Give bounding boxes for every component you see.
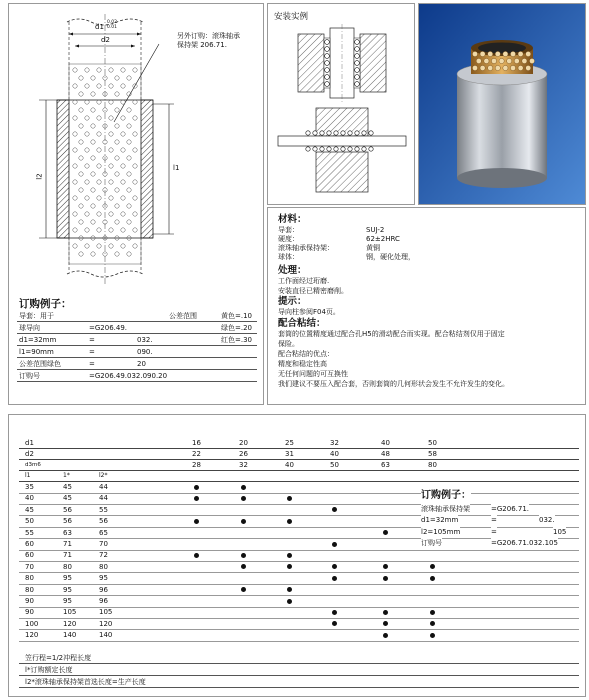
availability-dot (194, 519, 199, 524)
order-example-title: 订购例子： (19, 298, 72, 310)
bond-title: 配合粘结： (278, 318, 326, 329)
table-cell-l1: 60 (25, 540, 34, 548)
order-row-value: =G206.49. (89, 324, 128, 332)
table-header-value: 40 (285, 461, 294, 469)
material-value: SUJ-2 (366, 226, 385, 234)
table-row-label: d1 (25, 439, 34, 447)
table-header-value: 22 (192, 450, 201, 458)
table-cell-l2: 44 (99, 483, 108, 491)
availability-dot (430, 576, 435, 581)
order-example-2-key: 订购号 (421, 539, 442, 548)
availability-dot (383, 576, 388, 581)
table-cell-l1: 120 (25, 631, 39, 640)
order-example-row (17, 335, 257, 346)
availability-dot (287, 519, 292, 524)
availability-dot (332, 542, 337, 547)
order-row-label: 公差范围绿色 (19, 360, 61, 368)
installation-example-panel (267, 3, 415, 205)
order-row-tolerance: 黄色=.10 (221, 312, 252, 320)
specifications-panel (267, 207, 586, 405)
table-cell-l2: 105 (99, 608, 113, 617)
tip-title: 提示： (278, 296, 307, 307)
length-column-header: l1 (25, 472, 31, 479)
table-cell-l2: 65 (99, 528, 108, 537)
order-row-tolerance: 绿色=.20 (221, 324, 252, 332)
technical-drawing-panel (8, 3, 264, 405)
table-cell-l2: 96 (99, 597, 108, 605)
bond-line: 我们建议不要压入配合套，否则套筒的几何形状会发生不允许发生的变化。 (278, 380, 509, 388)
table-cell-stroke: 71 (63, 551, 72, 560)
table-cell-stroke: 120 (63, 619, 77, 628)
table-cell-l2: 80 (99, 562, 108, 571)
bond-line: 无任何问题的可互换性 (278, 370, 348, 378)
availability-dot (241, 587, 246, 592)
order-example-row (17, 371, 257, 382)
footnote: l2*滚珠轴承保持架首选长度=生产长度 (25, 678, 146, 686)
table-header-value: 26 (239, 450, 248, 458)
table-header-value: 48 (381, 450, 390, 458)
table-header-value: 40 (330, 450, 339, 458)
table-header-value: 58 (428, 450, 437, 458)
length-column-header: 1* (63, 472, 70, 479)
table-cell-stroke: 45 (63, 483, 72, 491)
availability-dot (332, 621, 337, 626)
availability-dot (287, 496, 292, 501)
availability-dot (194, 485, 199, 490)
table-cell-stroke: 56 (63, 517, 72, 526)
availability-dot (430, 633, 435, 638)
order-example-2-value: =G206.71.032.105 (491, 539, 558, 548)
table-cell-l1: 80 (25, 574, 34, 583)
dim-l2-label: l2 (35, 173, 44, 180)
table-cell-stroke: 45 (63, 494, 72, 503)
order-example-2-title: 订购例子： (421, 490, 471, 501)
availability-dot (332, 576, 337, 581)
dimension-table-panel (8, 414, 586, 697)
table-cell-l1: 90 (25, 597, 34, 605)
availability-dot (241, 564, 246, 569)
availability-dot (383, 621, 388, 626)
availability-dot (383, 564, 388, 569)
table-cell-stroke: 71 (63, 540, 72, 548)
process-title: 处理： (278, 265, 307, 276)
dim-d2-label: d2 (101, 36, 110, 44)
bond-line: 套筒的位置精度通过配合孔H5的滑动配合而实现。配合粘结剂仅用于固定 (278, 330, 505, 338)
table-cell-l2: 120 (99, 619, 113, 628)
table-header-value: 25 (285, 439, 294, 447)
table-cell-l2: 95 (99, 574, 108, 583)
material-key: 滚珠轴承保持架： (278, 244, 334, 252)
table-header-value: 32 (330, 439, 339, 447)
order-example-2-key: 滚珠轴承保持架 (421, 505, 470, 513)
material-key: 硬度： (278, 235, 299, 243)
table-header-value: 50 (428, 439, 437, 447)
dim-d1-tolerance-bottom: 0.01 (107, 25, 118, 30)
length-column-header: l2* (99, 472, 108, 479)
table-header-value: 50 (330, 461, 339, 469)
bond-line: 配合粘结的优点： (278, 350, 334, 358)
process-line: 安装直径已精密磨削。 (278, 287, 348, 295)
order-example-2-note: 105 (553, 527, 567, 536)
table-header-value: 16 (192, 439, 201, 447)
process-line: 工作面经过珩磨. (278, 277, 330, 285)
availability-dot (332, 610, 337, 615)
material-value: 黄铜 (366, 244, 380, 252)
table-cell-l1: 60 (25, 551, 34, 560)
order-example-row (17, 311, 257, 322)
footnote-divider (19, 663, 579, 664)
table-cell-l1: 35 (25, 483, 34, 491)
availability-dot (430, 610, 435, 615)
availability-dot (241, 485, 246, 490)
order-row-value: = (89, 348, 95, 356)
order-row-tolerance: 红色=.30 (221, 336, 252, 344)
availability-dot (287, 587, 292, 592)
bond-line: 保险。 (278, 340, 299, 348)
footnote-divider (19, 687, 579, 688)
table-cell-stroke: 95 (63, 597, 72, 605)
dim-d1-tolerance-top: 0.02 (107, 20, 118, 25)
material-value: 62±2HRC (366, 235, 400, 243)
material-key: 球体： (278, 253, 299, 261)
table-cell-l1: 70 (25, 562, 34, 571)
order-row-label: d1=32mm (19, 336, 57, 344)
table-cell-stroke: 80 (63, 562, 72, 571)
callout-text-line2: 保持架 206.71. (177, 41, 227, 49)
order-example-2-note: 032. (539, 516, 555, 525)
installation-example-drawing (268, 24, 416, 204)
material-value: 钢，硬化处理， (366, 253, 415, 261)
installation-example-title: 安装实例 (274, 12, 309, 22)
table-cell-l2: 96 (99, 585, 108, 594)
order-example-2-value: = (491, 527, 497, 536)
footnote: 笠行程=1/2冲程长度 (25, 654, 92, 662)
availability-dot (241, 496, 246, 501)
table-divider (19, 459, 579, 460)
order-example-2-key: l2=105mm (421, 527, 461, 536)
availability-dot (383, 633, 388, 638)
table-cell-l2: 72 (99, 551, 108, 560)
order-example-2-value: = (491, 516, 497, 525)
order-example-2-key: d1=32mm (421, 516, 459, 525)
order-row-label: 导套：用于 (19, 312, 54, 320)
table-header-value: 31 (285, 450, 294, 458)
availability-dot (430, 621, 435, 626)
footnote: l*订购额定长度 (25, 666, 73, 674)
order-row-note: 20 (137, 360, 146, 368)
order-example-2-value: =G206.71. (491, 505, 530, 513)
table-header-value: 28 (192, 461, 201, 469)
availability-dot (241, 553, 246, 558)
table-header-value: 80 (428, 461, 437, 469)
table-cell-l1: 45 (25, 505, 34, 514)
order-example-row (17, 323, 257, 334)
tip-line: 导向柱参阅F04页。 (278, 308, 340, 316)
table-cell-stroke: 140 (63, 631, 77, 640)
order-row-value: = (89, 336, 95, 344)
availability-dot (287, 564, 292, 569)
table-row-label: d2 (25, 450, 34, 458)
table-cell-stroke: 63 (63, 528, 72, 537)
table-header-value: 20 (239, 439, 248, 447)
table-cell-l2: 56 (99, 517, 108, 526)
bond-line: 精度和稳定性高 (278, 360, 327, 368)
availability-dot (287, 553, 292, 558)
order-row-note: 032. (137, 336, 153, 344)
table-cell-l2: 55 (99, 505, 108, 514)
material-key: 导套： (278, 226, 299, 234)
material-title: 材料： (278, 214, 307, 225)
availability-dot (241, 519, 246, 524)
dim-d1-label: d1 (95, 23, 104, 31)
callout-text-line1: 另外订购：滚珠轴承 (177, 32, 240, 40)
order-row-label: 订购号 (19, 372, 40, 380)
availability-dot (287, 599, 292, 604)
product-photo (418, 3, 586, 205)
order-row-value: =G206.49.032.090.20 (89, 372, 168, 380)
table-cell-l1: 55 (25, 528, 34, 537)
table-cell-stroke: 105 (63, 608, 77, 617)
table-row-divider (19, 641, 579, 642)
dim-l1-label: l1 (173, 164, 180, 172)
order-row-note: 090. (137, 348, 153, 356)
table-divider (19, 448, 579, 449)
availability-dot (194, 496, 199, 501)
table-cell-l1: 80 (25, 585, 34, 594)
availability-dot (383, 530, 388, 535)
order-row-value: = (89, 360, 95, 368)
table-cell-l2: 140 (99, 631, 113, 640)
footnote-divider (19, 675, 579, 676)
table-cell-l1: 100 (25, 619, 39, 628)
availability-dot (383, 610, 388, 615)
order-row-note: 公差范围 (169, 312, 197, 320)
availability-dot (430, 564, 435, 569)
table-row-label: d3m6 (25, 462, 41, 468)
table-cell-l2: 70 (99, 540, 108, 548)
table-cell-l2: 44 (99, 494, 108, 503)
table-header-value: 40 (381, 439, 390, 447)
availability-dot (194, 553, 199, 558)
table-cell-stroke: 95 (63, 585, 72, 594)
order-example-row (17, 359, 257, 370)
table-header-value: 32 (239, 461, 248, 469)
table-cell-stroke: 56 (63, 505, 72, 514)
table-cell-l1: 40 (25, 494, 34, 503)
availability-dot (332, 564, 337, 569)
table-cell-l1: 90 (25, 608, 34, 617)
order-row-label: l1=90mm (19, 348, 54, 356)
table-header-value: 63 (381, 461, 390, 469)
order-row-label: 球导向 (19, 324, 40, 332)
table-cell-stroke: 95 (63, 574, 72, 583)
order-example-row (17, 347, 257, 358)
table-cell-l1: 50 (25, 517, 34, 526)
availability-dot (332, 507, 337, 512)
